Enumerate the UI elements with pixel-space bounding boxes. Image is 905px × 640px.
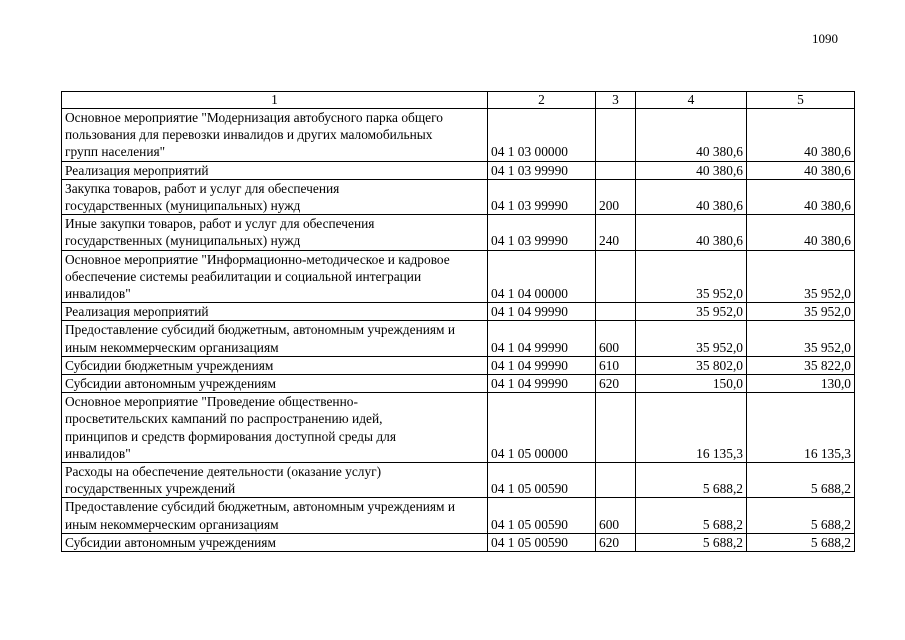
row-value-col4: 40 380,6 [636, 109, 747, 162]
row-name: Предоставление субсидий бюджетным, автономным учреждениям и иным некоммерческим организациям [62, 498, 488, 533]
row-name: Основное мероприятие "Информационно-методическое и кадровое обеспечение системы реабилитации и социальной интеграции инвалидов" [62, 250, 488, 303]
row-name: Расходы на обеспечение деятельности (оказание услуг) государственных учреждений [62, 463, 488, 498]
row-name: Основное мероприятие "Проведение общественно-просветительских кампаний по распространению идей, принципов и средств формирования доступной среды для инвалидов" [62, 393, 488, 463]
table-row [62, 375, 855, 393]
table-row [62, 498, 855, 533]
row-value-col4: 5 688,2 [636, 498, 747, 533]
row-expense-type [596, 303, 636, 321]
page-number: 1090 [812, 31, 838, 46]
row-code: 04 1 04 99990 [488, 303, 596, 321]
row-value-col5: 130,0 [747, 375, 855, 393]
table-row [62, 250, 855, 303]
table-row [62, 161, 855, 179]
row-expense-type: 200 [596, 179, 636, 214]
row-code: 04 1 04 99990 [488, 321, 596, 356]
row-value-col4: 5 688,2 [636, 463, 747, 498]
row-code: 04 1 05 00590 [488, 533, 596, 551]
column-header-1: 1 [62, 92, 488, 109]
row-name: Иные закупки товаров, работ и услуг для обеспечения государственных (муниципальных) нужд [62, 215, 488, 250]
row-expense-type: 600 [596, 498, 636, 533]
row-expense-type [596, 393, 636, 463]
row-expense-type [596, 161, 636, 179]
row-value-col5: 5 688,2 [747, 498, 855, 533]
row-code: 04 1 04 99990 [488, 375, 596, 393]
row-expense-type: 620 [596, 375, 636, 393]
row-value-col4: 16 135,3 [636, 393, 747, 463]
row-value-col4: 150,0 [636, 375, 747, 393]
row-value-col4: 35 952,0 [636, 321, 747, 356]
row-value-col5: 5 688,2 [747, 463, 855, 498]
table-row [62, 356, 855, 374]
table-row [62, 463, 855, 498]
row-name: Субсидии бюджетным учреждениям [62, 356, 488, 374]
row-value-col5: 35 952,0 [747, 321, 855, 356]
row-value-col4: 5 688,2 [636, 533, 747, 551]
row-value-col5: 40 380,6 [747, 109, 855, 162]
row-value-col5: 5 688,2 [747, 533, 855, 551]
row-name: Реализация мероприятий [62, 161, 488, 179]
row-value-col5: 40 380,6 [747, 179, 855, 214]
row-value-col4: 40 380,6 [636, 161, 747, 179]
table-header-row [62, 92, 855, 109]
row-expense-type: 240 [596, 215, 636, 250]
row-expense-type [596, 250, 636, 303]
row-name: Реализация мероприятий [62, 303, 488, 321]
column-header-4: 4 [636, 92, 747, 109]
table-row [62, 179, 855, 214]
row-value-col5: 35 822,0 [747, 356, 855, 374]
row-value-col4: 35 802,0 [636, 356, 747, 374]
row-value-col5: 40 380,6 [747, 215, 855, 250]
row-code: 04 1 03 99990 [488, 179, 596, 214]
row-expense-type: 620 [596, 533, 636, 551]
row-expense-type [596, 463, 636, 498]
row-code: 04 1 03 99990 [488, 161, 596, 179]
row-code: 04 1 04 99990 [488, 356, 596, 374]
row-value-col5: 40 380,6 [747, 161, 855, 179]
row-code: 04 1 03 99990 [488, 215, 596, 250]
row-name: Предоставление субсидий бюджетным, автономным учреждениям и иным некоммерческим организациям [62, 321, 488, 356]
row-value-col5: 35 952,0 [747, 303, 855, 321]
table-row [62, 215, 855, 250]
row-name: Основное мероприятие "Модернизация автобусного парка общего пользования для перевозки инвалидов и других маломобильных групп населения" [62, 109, 488, 162]
table-row [62, 321, 855, 356]
column-header-2: 2 [488, 92, 596, 109]
column-header-5: 5 [747, 92, 855, 109]
row-value-col4: 40 380,6 [636, 179, 747, 214]
budget-table [61, 91, 855, 552]
row-name: Закупка товаров, работ и услуг для обеспечения государственных (муниципальных) нужд [62, 179, 488, 214]
row-code: 04 1 04 00000 [488, 250, 596, 303]
row-name: Субсидии автономным учреждениям [62, 533, 488, 551]
row-expense-type: 600 [596, 321, 636, 356]
row-value-col4: 35 952,0 [636, 250, 747, 303]
row-name: Субсидии автономным учреждениям [62, 375, 488, 393]
row-value-col5: 35 952,0 [747, 250, 855, 303]
row-value-col4: 35 952,0 [636, 303, 747, 321]
row-code: 04 1 05 00590 [488, 463, 596, 498]
row-expense-type: 610 [596, 356, 636, 374]
table-row [62, 533, 855, 551]
table-row [62, 109, 855, 162]
row-code: 04 1 03 00000 [488, 109, 596, 162]
row-expense-type [596, 109, 636, 162]
column-header-3: 3 [596, 92, 636, 109]
table-row [62, 303, 855, 321]
row-code: 04 1 05 00590 [488, 498, 596, 533]
row-value-col5: 16 135,3 [747, 393, 855, 463]
table-row [62, 393, 855, 463]
row-code: 04 1 05 00000 [488, 393, 596, 463]
row-value-col4: 40 380,6 [636, 215, 747, 250]
